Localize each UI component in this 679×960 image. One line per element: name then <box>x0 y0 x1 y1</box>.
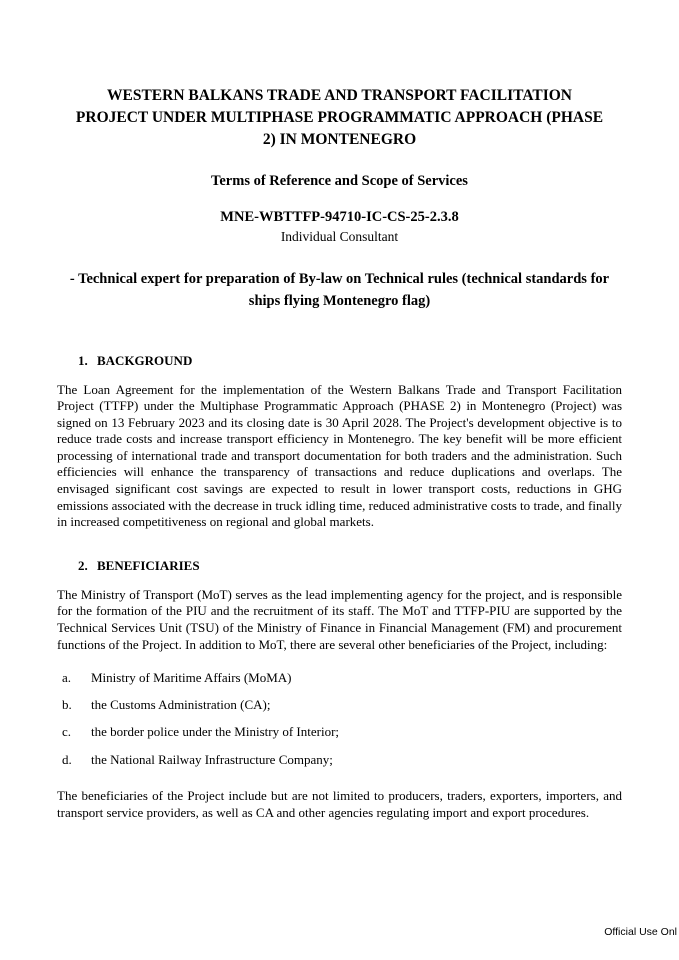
section-beneficiaries <box>57 558 622 821</box>
list-item <box>62 752 622 769</box>
list-item-text: the Customs Administration (CA); <box>91 697 271 713</box>
reference-number: MNE-WBTTFP-94710-IC-CS-25-2.3.8 <box>220 209 459 225</box>
section-number: 2. <box>78 557 88 573</box>
beneficiaries-list <box>57 670 622 768</box>
consultant-type: Individual Consultant <box>280 229 399 244</box>
list-item-text: the border police under the Ministry of Interior; <box>91 724 340 740</box>
footer-classification-label: Official Use Onl <box>604 926 677 938</box>
section-beneficiaries-heading <box>57 558 622 574</box>
list-item-text: Ministry of Maritime Affairs (MoMA) <box>91 670 292 686</box>
section-beneficiaries-paragraph: The Ministry of Transport (MoT) serves as the lead implementing agency for the project, and is responsible for the formation of the PIU and the recruitment of its staff. The MoT and TTFP-PIU are supported by the Technical Services Unit (TSU) of the Ministry of Finance in Financial Management (FM) and procurement functions of the Project. In addition to MoT, there are several other beneficiaries of the Project, including: <box>57 586 622 652</box>
section-title: BENEFICIARIES <box>97 557 200 573</box>
list-item-marker: c. <box>62 724 72 740</box>
position-title: - Technical expert for preparation of By-law on Technical rules (technical standards for ships flying Montenegro flag) <box>69 271 610 309</box>
list-item-marker: a. <box>62 670 72 686</box>
document-subtitle: Terms of Reference and Scope of Services <box>211 173 468 189</box>
section-background-heading <box>57 353 622 369</box>
list-item <box>62 724 622 741</box>
section-background-paragraph: The Loan Agreement for the implementation of the Western Balkans Trade and Transport Facilitation Project (TTFP) under the Multiphase Programmatic Approach (PHASE 2) in Montenegro (Project) was signed on 13 February 2023 and its closing date is 30 April 2028. The Project's development objective is to reduce trade costs and increase transport efficiency in Montenegro. The key benefit will be more efficient processing of international trade and transport documentation for both traders and the administration. Such efficiencies will enhance the transparency of transactions and reduce duplications and overlaps. The envisaged significant cost savings are expected to result in lower transport costs, reductions in GHG emissions associated with the decrease in truck idling time, reduced administrative costs to trade, and finally in increased competitiveness on regional and global markets. <box>57 381 622 530</box>
list-item-marker: b. <box>62 697 72 713</box>
document-title: WESTERN BALKANS TRADE AND TRANSPORT FACILITATION PROJECT UNDER MULTIPHASE PROGRAMMATIC APPROACH (PHASE 2) IN MONTENEGRO <box>75 87 604 148</box>
section-title: BACKGROUND <box>97 352 193 368</box>
list-item-marker: d. <box>62 751 72 767</box>
list-item-text: the National Railway Infrastructure Company; <box>91 751 333 767</box>
section-number: 1. <box>78 352 88 368</box>
list-item <box>62 697 622 714</box>
section-background <box>57 353 622 531</box>
list-item <box>62 670 622 687</box>
section-beneficiaries-closing-paragraph: The beneficiaries of the Project include but are not limited to producers, traders, exporters, importers, and transport service providers, as well as CA and other agencies regulating import and export procedures. <box>57 788 622 820</box>
